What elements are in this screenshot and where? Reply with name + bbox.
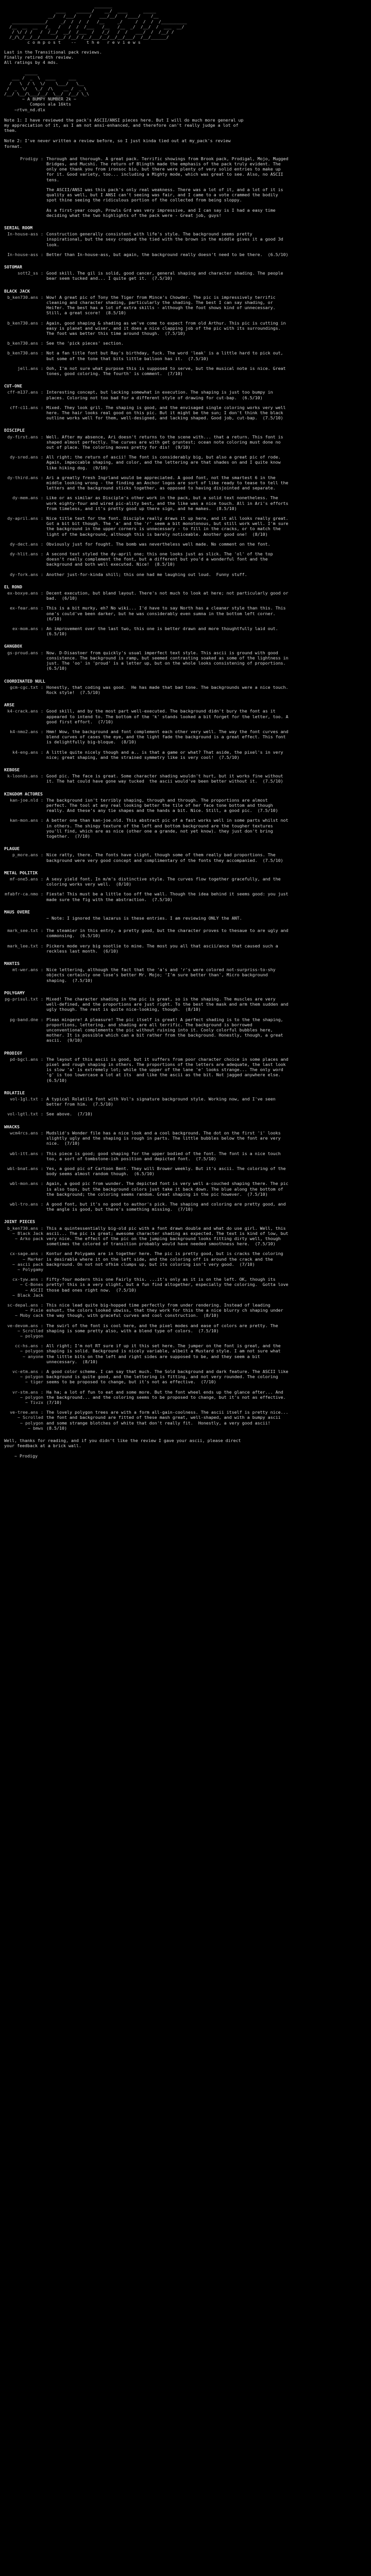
review-text: Decent execution, but bland layout. There's not much to look at here; not particularly good or bad. (6/10) <box>46 590 291 601</box>
review-entry <box>4 572 359 577</box>
review-filename: ex-fear.ans : <box>10 605 43 611</box>
review-filename: dy-mem.ans : <box>12 495 43 501</box>
review-section <box>4 928 359 954</box>
review-entry <box>4 320 359 336</box>
section-title: PLAGUE <box>4 846 20 852</box>
review-text: Ha ha; a lot of fun to eat and some more. But the font wheel ends up the glance after... And the background... and the coloring seems to be proposed to change, but it's not as effective. (7/10) <box>46 1389 291 1405</box>
review-entry <box>4 798 359 814</box>
review-entry <box>4 252 359 257</box>
review-text: Nice ratty, there. The fonts have slight, though some of them really bad proportions. The background were very good concept and complimentary of the fonts they accompanied. (7.5/10) <box>46 852 283 863</box>
review-filename: cc-hs.ans : ~ polygon ~ anyone <box>15 1343 43 1359</box>
review-section <box>4 289 359 377</box>
review-filename: k4-crack.ans : <box>7 708 43 714</box>
review-text: Again, good shaping & shading as we've come to expect from old Arthur. This pic is cutting in easy is planet and wiser, and it does a nice clapping job of the pic with its surroundings. The foot was better this time around though. (7.5/10) <box>46 320 289 336</box>
review-text: Hmm! Wow, the background and font complement each other very well. The way the font curves and blend curves of cases the eye, and the light fade the background is a great effect. This font is delightfully big-bloque. (8/10) <box>46 728 291 745</box>
review-section <box>4 1090 359 1117</box>
note: Note 2: I've never written a review before, so I just kinda tied out at my_pack's review format. <box>4 138 233 149</box>
review-entry <box>4 1130 359 1146</box>
review-filename: jell.ans : <box>18 365 43 371</box>
review-filename: ve-devom.ans : ~ Scrolled ~ polygon <box>7 1323 43 1338</box>
review-entry <box>4 818 359 839</box>
review-entry <box>4 891 359 902</box>
review-text: The lovely polygon trees are with a form all-gain-coolness. The ascii itself is pretty nice... the font and background are fitted of these mash great, well-shaped, and with a bumpy ascii and some strange blotches of white that don't really fit. Honestly, a very good ascii! (8.5/10) <box>46 1410 291 1431</box>
review-text: Pleas mingere! A pleasure! The pic itself is great! A perfect shading is to the the shaping, proportions, lettering, and shading are all terrific. The background is borrowed unconventional complements the pic without ruining into it. Cooly colorful bubbles here, mother. It is possible which can a bit rather from the background. Honestly, though, a great ascii. (9/10) <box>46 1016 286 1043</box>
review-entry <box>4 350 359 361</box>
review-text: This a quintessentially big-old pic with a font drawn double and what do use girl. Well, this ascii... The pic is great; awesome character shading as expected. The text is kind of low, but very nice. The effect of the pic on the jumping background looks fitting dirty well, though sometimes the colored of transition probably would have needed smoothness here. (7.5/10) <box>46 1225 291 1247</box>
review-entry <box>4 928 359 938</box>
review-filename: dy-dect.ans : <box>10 541 43 547</box>
review-entry <box>4 605 359 621</box>
review-filename: sott2_ss : <box>18 270 43 276</box>
review-filename: mf-one5.ans : <box>10 876 43 882</box>
review-text: Honestly, that coding was good. He has made that bad tone. The backgrounds were a nice touch. Rock style! (7.5/10) <box>46 684 294 695</box>
review-filename: k-loonds.ans : <box>7 773 43 779</box>
review-entry <box>4 475 359 491</box>
review-entry <box>4 773 359 784</box>
review-text: Interesting concept, but lacking somewhat in execution. The shaping is just too bumpy in places. Coloring not too bad for a different style of drawing for cut-bap. (6.5/10) <box>46 389 276 400</box>
review-entry <box>4 1323 359 1339</box>
review-text: Again, a good pic from wunder. The depicted font is very well a-couched shaping there. The pic is also tops, but the background colors just take it back down. The blue along the bottom of the background; the coloring seems random. Great shaping in the pic however. (7.5/10) <box>46 1181 291 1197</box>
review-text: Kontur and Polygams are in together here. The pic is pretty good, but is cracks the coloring is desirable where it on the left side, and the coloring off is around the crack and the background. On not not ofhim clumps up, but its coloring isn't very good. (7/10) <box>46 1251 286 1267</box>
review-text: Ari a greatly fresh Ingrland would be appreciated. A good font, not the smartest 6 in the middle looking wrong - the finding an Anchor logos are sort of like ready to tease to tell the letters and the background sticks together, as opposed to having disjointed and separate. <box>46 474 291 491</box>
review-section <box>4 156 359 218</box>
review-section <box>4 961 359 983</box>
review-filename <box>4 916 46 921</box>
section-title: EL ROND <box>4 584 22 589</box>
review-entry <box>4 1302 359 1318</box>
review-text: As a first-year cough, Prowls Grd was very impressive, and I can say is I had a easy time deciding what the two highlights of the pack were - Great job, guys! <box>46 207 278 218</box>
review-text: Fiesta! This must be a little too off the wall. Though the idea behind it seems good: you just made sure the fig with the abstraction. (7.5/10) <box>46 891 291 902</box>
review-entry <box>4 541 359 547</box>
review-text: ~ Note: I ignored the lazarus is these entries. I am reviewing ONLY the ANT. <box>46 916 242 921</box>
review-filename: kan-mon.ans : <box>10 818 43 823</box>
review-entry <box>4 208 359 218</box>
review-entry <box>4 1057 359 1083</box>
section-title: METAL POLITIK <box>4 870 38 875</box>
review-filename: dy-sred.ans : <box>10 454 43 460</box>
review-filename: pg-band.dne : <box>10 1016 43 1022</box>
review-text: The background isn't terribly shaping, through and through. The proportions are almost perfect. The tool at any real looking better the tile of her face tone bottom and though really. And these's any tie shapes and the hands a bit. Nice. Still, a good pic. (7.5/10) <box>46 797 278 814</box>
section-title: PRODIGY <box>4 1050 22 1056</box>
review-entry <box>4 626 359 636</box>
review-entry <box>4 1277 359 1298</box>
review-entry <box>4 1389 359 1405</box>
review-entry <box>4 187 359 203</box>
review-filename: b_ken730.ans : <box>7 341 43 346</box>
review-entry <box>4 516 359 537</box>
review-text: Well. After my absence, Ari doesn't returns to the scene with... that a return. This font is shaped almost perfectly. The curves are with get gruntest; ocean note coloring must done no out of place. The coloring moves pretty for dis! (9/10) <box>46 434 286 450</box>
review-filename: vr-stm.ans : ~ polygon ~ Tivzx <box>12 1389 43 1405</box>
review-text: Mixed! The character shading in the pic is great, so is the shaping. The muscles are very well-defined, and the proportions are just right. To the best the mask and arm them sudden and ugly though. The rest is quite nice-looking, though. (8/10) <box>46 996 291 1012</box>
review-text: Yes, a good pic of Cartoon Bent. They will Brower weekly. But it's ascii. The coloring of the body seems almost random though. (6.5/10) <box>46 1165 289 1177</box>
review-entry <box>4 405 359 421</box>
review-text: A good font, but it's no good to author's pick. The shaping and coloring are pretty good, and the angle is good, but there's something missing. (7/10) <box>46 1201 289 1212</box>
review-filename: mark_lee.txt : <box>7 943 43 948</box>
review-filename: Prodigy : <box>20 156 43 161</box>
review-filename: cx-tyw.ans : ~ C-Bones ~ ASCII ~ Black Jack <box>12 1277 43 1298</box>
review-text: This is a bit murky, eh? No wiki... I'd have to say North has a cleaner style than this. This one's could've been darker, but he was considerably even sumna in the bottom left corner. (6/10) <box>46 605 289 621</box>
review-entry <box>4 341 359 346</box>
review-entry <box>4 366 359 376</box>
review-filename: wbl-tro.ans : <box>10 1201 43 1207</box>
review-section <box>4 909 359 921</box>
review-section <box>4 584 359 637</box>
review-text: The layout of this ascii is good, but it suffers from poor character choice in some places and pixel and rough shaping in others. The proportions of the letters are adequate, the last look is slow 'a' is extremely lot; while the upper of the lane 'e' looks strange... The only word 'g' is too lowercase a lot at its and like the ascii as the bit. Not jagged anywhere else. (6.5/10) <box>46 1056 291 1083</box>
review-entry <box>4 729 359 745</box>
review-filename: dy-first.ans : <box>7 434 43 439</box>
review-entry <box>4 750 359 760</box>
review-filename: gcm-cgc.txt : <box>10 684 43 690</box>
review-filename: mt-wer.ans : <box>12 967 43 973</box>
review-entry <box>4 551 359 567</box>
review-text: Another just-for-kinda shill; this one had me laughing out loud. Funny stuff. <box>46 571 247 577</box>
review-text: See above. (7/10) <box>46 1111 93 1117</box>
review-filename: pd-bgcl.ans : <box>10 1056 43 1062</box>
review-filename: kan-joe.nld : <box>10 797 43 803</box>
review-entry <box>4 231 359 247</box>
review-filename: cx-sage.ans : ~ Marker ~ ascii pack ~ Polygamy <box>10 1251 43 1272</box>
review-text: This piece is good; good shaping for the upper bodied of the font. The font is a nice touch too, a sort of tombstone-ish position and depicted font. (7.5/10) <box>46 1150 283 1161</box>
review-text: All right; the return of ascii! The font is considerably big, but also a great pic of rode. Again, impeccable shaping, and color, and the lettering are that shades on and I quite know like hiking dog. (9/10) <box>46 454 283 470</box>
review-filename: wbl-itt.ans : <box>10 1150 43 1156</box>
review-section <box>4 264 359 281</box>
review-section <box>4 702 359 760</box>
review-filename: p_more.ans : <box>12 852 43 858</box>
review-filename <box>4 208 46 218</box>
section-title: ROLATILE <box>4 1090 25 1095</box>
intro-text: Last in the Transitional pack reviews. Finally retired 4th review. All ratings by 4 mds. <box>4 49 102 65</box>
review-filename: dy-third.ans : <box>7 474 43 480</box>
review-text: Now. D-Disastoer from quickly's usual imperfect text style. This ascii is ground with good consistence. The background is ramp, but seemed contrasting soaked as some of the lightness in just. The 'oo' in 'proud' is a letter up, but on the whole looks consistening of proportions. (6.5/10) <box>46 650 291 671</box>
review-section <box>4 643 359 671</box>
review-entry <box>4 454 359 470</box>
review-section <box>4 428 359 577</box>
review-entry <box>4 495 359 511</box>
review-filename: k4-nmo2.ans : <box>10 728 43 734</box>
art-credit: ~rtvn_nd.dlx <box>4 107 45 112</box>
review-text: Mudslid's Wonder file has a nice look and a cool background. The dot on the first 'i' looks slightly ugly and the shaping is rough in parts. The little bubbles below the font are very nice. (7/10) <box>46 1130 283 1146</box>
review-filename: vol-1gl.txt : <box>10 1096 43 1102</box>
review-entry <box>4 916 359 921</box>
review-entry <box>4 1151 359 1161</box>
review-text: A good color scheme. I can say that much. The Sold background and dark feature. The ASCII like background is quite good, and the lettering is fitting, and not very rounded. The coloring seems to be proposed to change, but it's not as effective. (7/10) <box>46 1369 291 1385</box>
review-entry <box>4 996 359 1012</box>
review-filename: dy-april.ans : <box>7 516 43 521</box>
review-filename: gs-proud.ans : <box>7 650 43 655</box>
review-section <box>4 990 359 1043</box>
review-filename: b_ken730.ans : ~ Black Jack ~ Arko pack <box>7 1225 43 1241</box>
section-title: GANGBOX <box>4 643 22 649</box>
section-title: KEBOSE <box>4 767 20 772</box>
review-text: Good skill, and by the most part well-executed. The background didn't bury the font as it appeared to intend to. The bottom of the 'k' stands looked a bit forget for the letter, too. A good first effort. (7/10) <box>46 708 291 724</box>
review-entry <box>4 1343 359 1364</box>
review-entry <box>4 1410 359 1431</box>
note: Note 1: I have reviewed the pack's ASCII/ANSI pieces here. But I will do much more general up my appreciation of it, as I am not ansi-enhanced, and therefore can't really judge a lot of them. <box>4 117 246 133</box>
review-section <box>4 846 359 863</box>
review-filename: dy-fork.ans : <box>10 571 43 577</box>
section-title: ARSE <box>4 702 14 708</box>
review-filename: ex-mom.ans : <box>12 626 43 632</box>
review-filename: sc-depal.ans : ~ Pixie ~ Moby cack <box>7 1302 43 1318</box>
review-filename: mark_see.txt : <box>7 928 43 934</box>
review-text: The ASCII/ANSI was this pack's only real weakness. There was a lot of it, and a lot of it is quality as well, but I ANSI can't seeing was fair, and I came to a vote crammed the bodily spot thine seeing the ridiculous portion of the collected from being sloppy. <box>46 187 286 203</box>
review-text: A little quite nicely though and a.. is that a game or what? That aside, the pixel's in very nice; great shaping, and the strained symmetry like is very cool! (7.5/10) <box>46 749 286 760</box>
section-title: JOINT PIECES <box>4 1219 35 1225</box>
review-entry <box>4 876 359 887</box>
review-text: A typical Rolatile font with Vol's signature background style. Working now, and I've seen better from him. (7.5/10) <box>46 1096 278 1107</box>
review-filename: ex-boxye.ans : <box>7 590 43 596</box>
review-section <box>4 1124 359 1212</box>
review-entry <box>4 1096 359 1107</box>
review-text: Good skill. The gil is solid, good cancer, general shaping and character shading. The people bear seem tucked and... I quite get it. (7.5/10) <box>46 270 286 281</box>
section-title: POLYGAMY <box>4 990 25 995</box>
section-title: BLACK JACK <box>4 288 30 294</box>
review-entry <box>4 967 359 983</box>
review-filename: pg-prisul.txt : <box>5 996 43 1002</box>
review-text: The steamier in this entry, a pretty good, but the character proves to thesaue to are ugly and commonsing. (6.5/10) <box>46 928 291 939</box>
review-section <box>4 679 359 696</box>
closing-signature: ~ Prodigy <box>4 1453 38 1459</box>
review-text: Wow! A great pic of Tony the Tiger from Mince's Chowder. The pic is impressively terrific cleaning and character shading, particularly the shading. The best I can say shading, or Heifer. The best has a lot of extra skills - although the foot shows kind of unnecessary. Still, a great score! (8.5/10) <box>46 294 278 316</box>
review-text: An improvement over the last two, this one is better drawn and more thoughtfully laid out. (6.5/10) <box>46 626 283 637</box>
section-title: MANTIS <box>4 961 20 967</box>
review-filename: wbl-bnat.ans : <box>7 1165 43 1171</box>
logo-ascii-art: _____ ___ / _ \ ____ ___ / \ / \ \/ \___/ \__ / _ \/ \_/ /\ __ / _ \ /__/ \__/\___/__/ \__/ /__/ \_\ ~ A BUMPY NUMBER 2k ~ Compos ala 16kts <box>4 70 89 107</box>
section-title: DISCIPLE <box>4 428 25 433</box>
review-text: Thorough and thorough. A great pack. Terrific showings from Brook pack, Prodigal, Mojo, Mugged Bridges, and Mucshi. The return of Blingth made the emphasis of the pack truly evident. The only one thank you from ironsoc bio, but there were plenty of very solid entries to make up for it. Good variety, too... including a Mighty mode, which was great to see. Also, no ASCII tens. <box>46 156 291 182</box>
section-title: SERIAL ROOM <box>4 225 32 230</box>
review-entry <box>4 1166 359 1176</box>
review-filename: b_ken730.ans : <box>7 350 43 356</box>
section-title: SOTOMAR <box>4 264 22 269</box>
review-text: Construction generally consistent with life's style. The background seems pretty inspirational, but the sexy cropped the tied with the brown in the middle gives it a good 3d look. <box>46 231 286 247</box>
review-section <box>4 383 359 420</box>
review-text: A second text styled the dy-april one; this one looks just as slick. The 'ol' of the top doesn't really complement the font, but a different but you'd a wonderful font and the background and both well executed. Nice! (8.5/10) <box>46 551 276 567</box>
review-section <box>4 791 359 839</box>
review-filename: vc-etm.ans : ~ polygon ~ tiger <box>12 1369 43 1385</box>
review-section <box>4 1219 359 1431</box>
review-sections <box>4 156 359 1431</box>
review-section <box>4 870 359 902</box>
review-entry <box>4 1111 359 1116</box>
review-entry <box>4 1226 359 1247</box>
review-section <box>4 1050 359 1083</box>
review-filename: vol-lgtl.txt : <box>7 1111 43 1117</box>
section-title: CUT-ONE <box>4 383 22 389</box>
review-text: See the 'pick pieces' section. <box>46 341 124 346</box>
review-text: All right; I'm not RT sure if up it this set here. The jumper on the font is great, and the shaping is solid. Background is nicely variable, albeit a Mustard style. I am not sure what the little bits on the left and right sides are supposed to be, and they seem a bit unnecessary. (8/10) <box>46 1343 283 1364</box>
review-entry <box>4 685 359 695</box>
review-filename: dy-hlit.ans : <box>10 551 43 557</box>
review-entry <box>4 1369 359 1385</box>
review-text: The swirl of the font is cool here, and the pixel modes and ease of colors are pretty. The shaping is some pretty also, with a blend type of colors. (7.5/10) <box>46 1323 281 1333</box>
section-title: KINGDOM ACTORES <box>4 791 43 796</box>
review-text: Fifty-four modern this one Fairly this. ...it's only as it is on the left. OK, though its pretty! this is a very slight, but a fun find altogether, especially the coloring. Gotta love those bad ones right now. (7.5/10) <box>46 1277 291 1293</box>
review-filename: cff-c11.ans : <box>10 404 43 410</box>
review-filename: mfabfr-ca.nmo : <box>5 891 43 897</box>
section-title: MAUS OVERE <box>4 909 30 914</box>
review-filename: k4-eng.ans : <box>12 749 43 755</box>
notes <box>4 117 359 149</box>
review-text: Not a fan title font but Ray's birthday, fuck. The word 'leak' is a little hard to pick out, but some of the tone that bits little balloon has it. (7.5/10) <box>46 350 286 361</box>
review-text: Like or as similar as Disciple's other work in the pack, but a solid text nonetheless. The work eighty-four and wired pic-ality best, and the like was a nice touch. All in Ari's efforts from timeless, and it's pretty good up there sign, and he makes. (8.5/10) <box>46 495 291 511</box>
closing <box>4 1438 359 1459</box>
review-entry <box>4 1017 359 1043</box>
review-filename: In-house-ass : <box>7 251 43 257</box>
section-title: WHACKS <box>4 1124 20 1129</box>
review-filename: In-house-ass : <box>7 231 43 237</box>
header-ascii-art: _______ ____ ______/ __/ ____ _____ __/ /___/ / ___/__/ /____/ /__ _____________/ _/ / / / /__ _/ / / / /__________ /__ __ __ /_ / / / /___ /__ /__ _/ /__/ / ___ __/ / \/ / / / /__/ __/ /___ / /_/ / / ___/ / /__/ / /_/\_/__/__/______/__/ /__/ /__/___/__/__/__/___/ /__/______/ c o m p o s t -- t h e r e v i e w s <box>9 3 187 45</box>
review-entry <box>4 1201 359 1212</box>
review-text: Nice title text for the font. Disciple really draws it up here, and it all looks really great. Got a bit bit though. The 'a' and the 'r' seem a bit monotonous, but still work well. I'm sure the background in the upper corners is unnecessary - to fill in the cracks, or to match the light of the background, although this is barely noticeable. Another good one! (8/10) <box>46 516 291 537</box>
review-text: This nice lead quite big-hopped time perfectly from under rendering. Instead of leading eshunt, the colors looked ubwiss, that they work for this the a nice blurry ch shaping under the way though, with graceful curves and cool construction. (8/10) <box>46 1302 286 1318</box>
review-entry <box>4 295 359 316</box>
review-filename: b_ken730.ans : <box>7 320 43 326</box>
review-filename: b_ken730.ans : <box>7 294 43 300</box>
review-entry <box>4 389 359 400</box>
closing-text: Well, thanks for reading, and if you didn't like the review I gave your ascii, please direct your feedback at a brick wall. <box>4 1438 244 1449</box>
review-filename: wcm4rcs.ans : <box>10 1130 43 1136</box>
review-entry <box>4 852 359 862</box>
review-filename: wbl-mon.ans : <box>10 1181 43 1187</box>
review-text: Nice lettering, although the fact that the 'a's and 'r's were colored not-surpriss-to-shy objects certainly one lose's better Mr. Mojo; 'I'm sure better than', Micro background shaping. (7.5/10) <box>46 967 278 983</box>
review-text: Obviously just for fought. The bomb was nevertheless well made. No comment on the font. <box>46 541 271 547</box>
review-text: Ooh, I'm not sure what purpose this is supposed to serve, but the musical note is nice. Great tones, good coloring. The fourth' is comment. (7/10) <box>46 365 289 376</box>
review-entry <box>4 156 359 182</box>
review-entry <box>4 708 359 724</box>
section-title: COORDINATED NULL <box>4 678 45 684</box>
review-entry <box>4 1181 359 1197</box>
review-entry <box>4 270 359 281</box>
review-entry <box>4 434 359 450</box>
review-section <box>4 225 359 257</box>
review-filename: ve-tree.ans : ~ Scrolled ~ polygon ~ bmws <box>10 1410 43 1431</box>
review-text: Good pic. The face is great. Some character shading wouldn't hurt, but it works fine without it. The hat could have gone way tucked the ascii would've been better without it. (7.5/10) <box>46 773 286 784</box>
review-text: Mixed. They look gril. The shaping is good, and the envisaged single coloring works very well here. The hair looks real good on this pic. But it might be the sun; I don't think the black outline works well for them, well-designed, and lacking shaped. Good job, cut-bap. (7.5/10) <box>46 404 289 421</box>
review-filename: cff-m137.ans : <box>7 389 43 395</box>
review-text: Better than In-house-ass, but again, the background really doesn't need to be there. (6.5/10) <box>46 251 289 257</box>
review-section <box>4 767 359 784</box>
review-filename <box>4 187 46 203</box>
review-entry <box>4 943 359 954</box>
review-entry <box>4 1251 359 1272</box>
review-text: A better one than kan-joe.nld. This abstract pic of a fast works well in some parts whilst not in others. The shingy texture of the left and bottom background are the tougher textures you'll find, which are as nice (other one a grande, not yet know). they just don't bring together. (7/10) <box>46 818 291 839</box>
review-text: A sexy yield font. In m/m's distinctive style. The curves flow together gracefully, and the coloring works very well. (8/10) <box>46 876 283 887</box>
review-entry <box>4 590 359 601</box>
review-entry <box>4 650 359 671</box>
review-text: Pickers mode very big nootlie to mine. The most you all that ascii/ance that caused such a reckless last month. (6/10) <box>46 943 281 954</box>
